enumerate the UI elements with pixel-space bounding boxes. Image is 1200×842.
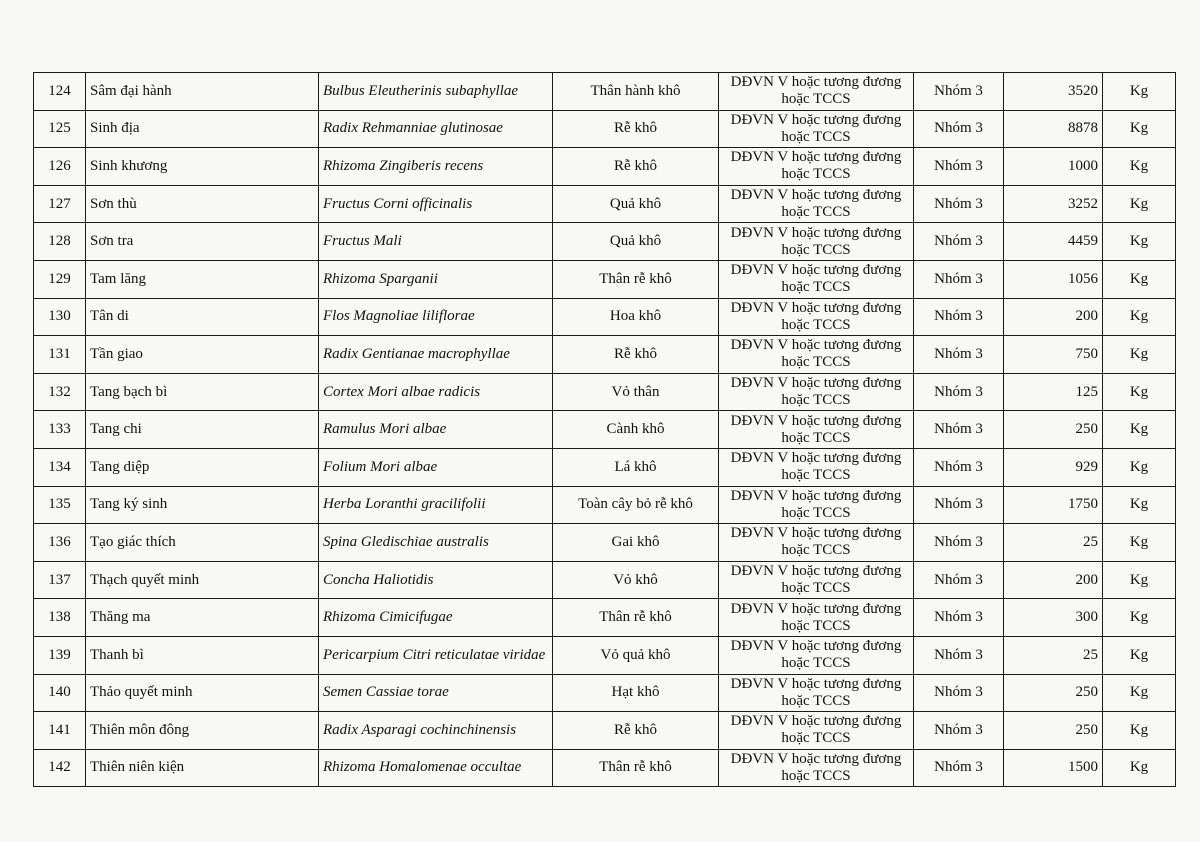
scientific-name-cell: Rhizoma Zingiberis recens bbox=[319, 148, 553, 186]
scientific-name-cell: Fructus Corni officinalis bbox=[319, 185, 553, 223]
quantity-cell: 125 bbox=[1004, 373, 1103, 411]
table-row bbox=[34, 260, 1176, 298]
quantity-cell: 250 bbox=[1004, 674, 1103, 712]
table-row bbox=[34, 636, 1176, 674]
quantity-cell: 1000 bbox=[1004, 148, 1103, 186]
vietnamese-name-cell: Sinh địa bbox=[86, 110, 319, 148]
table-row bbox=[34, 599, 1176, 637]
row-number-cell: 133 bbox=[34, 411, 86, 449]
quality-standard-cell: DĐVN V hoặc tương đương hoặc TCCS bbox=[719, 411, 914, 449]
table-row bbox=[34, 749, 1176, 787]
row-number-cell: 142 bbox=[34, 749, 86, 787]
vietnamese-name-cell: Sinh khương bbox=[86, 148, 319, 186]
part-used-cell: Rễ khô bbox=[553, 148, 719, 186]
scientific-name-cell: Concha Haliotidis bbox=[319, 561, 553, 599]
group-cell: Nhóm 3 bbox=[914, 223, 1004, 261]
group-cell: Nhóm 3 bbox=[914, 749, 1004, 787]
unit-cell: Kg bbox=[1103, 110, 1176, 148]
quantity-cell: 1750 bbox=[1004, 486, 1103, 524]
table-row bbox=[34, 373, 1176, 411]
quality-standard-cell: DĐVN V hoặc tương đương hoặc TCCS bbox=[719, 185, 914, 223]
scientific-name-cell: Flos Magnoliae liliflorae bbox=[319, 298, 553, 336]
quantity-cell: 300 bbox=[1004, 599, 1103, 637]
group-cell: Nhóm 3 bbox=[914, 73, 1004, 111]
part-used-cell: Quả khô bbox=[553, 185, 719, 223]
scientific-name-cell: Folium Mori albae bbox=[319, 448, 553, 486]
quantity-cell: 750 bbox=[1004, 336, 1103, 374]
vietnamese-name-cell: Thăng ma bbox=[86, 599, 319, 637]
herbal-materials-table bbox=[33, 72, 1176, 787]
row-number-cell: 128 bbox=[34, 223, 86, 261]
quality-standard-cell: DĐVN V hoặc tương đương hoặc TCCS bbox=[719, 561, 914, 599]
vietnamese-name-cell: Tân di bbox=[86, 298, 319, 336]
unit-cell: Kg bbox=[1103, 448, 1176, 486]
group-cell: Nhóm 3 bbox=[914, 448, 1004, 486]
part-used-cell: Thân rễ khô bbox=[553, 599, 719, 637]
scientific-name-cell: Rhizoma Sparganii bbox=[319, 260, 553, 298]
vietnamese-name-cell: Thạch quyết minh bbox=[86, 561, 319, 599]
vietnamese-name-cell: Tang ký sinh bbox=[86, 486, 319, 524]
quality-standard-cell: DĐVN V hoặc tương đương hoặc TCCS bbox=[719, 298, 914, 336]
scientific-name-cell: Rhizoma Homalomenae occultae bbox=[319, 749, 553, 787]
quantity-cell: 3520 bbox=[1004, 73, 1103, 111]
row-number-cell: 132 bbox=[34, 373, 86, 411]
vietnamese-name-cell: Thiên niên kiện bbox=[86, 749, 319, 787]
scientific-name-cell: Radix Gentianae macrophyllae bbox=[319, 336, 553, 374]
row-number-cell: 130 bbox=[34, 298, 86, 336]
row-number-cell: 140 bbox=[34, 674, 86, 712]
unit-cell: Kg bbox=[1103, 223, 1176, 261]
part-used-cell: Rễ khô bbox=[553, 712, 719, 750]
unit-cell: Kg bbox=[1103, 486, 1176, 524]
quality-standard-cell: DĐVN V hoặc tương đương hoặc TCCS bbox=[719, 636, 914, 674]
part-used-cell: Hoa khô bbox=[553, 298, 719, 336]
unit-cell: Kg bbox=[1103, 260, 1176, 298]
quantity-cell: 250 bbox=[1004, 411, 1103, 449]
quality-standard-cell: DĐVN V hoặc tương đương hoặc TCCS bbox=[719, 260, 914, 298]
quantity-cell: 1056 bbox=[1004, 260, 1103, 298]
row-number-cell: 126 bbox=[34, 148, 86, 186]
part-used-cell: Vỏ khô bbox=[553, 561, 719, 599]
row-number-cell: 138 bbox=[34, 599, 86, 637]
table-row bbox=[34, 336, 1176, 374]
row-number-cell: 129 bbox=[34, 260, 86, 298]
unit-cell: Kg bbox=[1103, 599, 1176, 637]
vietnamese-name-cell: Tang bạch bì bbox=[86, 373, 319, 411]
part-used-cell: Thân rễ khô bbox=[553, 260, 719, 298]
unit-cell: Kg bbox=[1103, 674, 1176, 712]
vietnamese-name-cell: Tần giao bbox=[86, 336, 319, 374]
quality-standard-cell: DĐVN V hoặc tương đương hoặc TCCS bbox=[719, 712, 914, 750]
part-used-cell: Thân hành khô bbox=[553, 73, 719, 111]
row-number-cell: 134 bbox=[34, 448, 86, 486]
vietnamese-name-cell: Thiên môn đông bbox=[86, 712, 319, 750]
unit-cell: Kg bbox=[1103, 148, 1176, 186]
scientific-name-cell: Herba Loranthi gracilifolii bbox=[319, 486, 553, 524]
row-number-cell: 131 bbox=[34, 336, 86, 374]
scientific-name-cell: Fructus Mali bbox=[319, 223, 553, 261]
row-number-cell: 141 bbox=[34, 712, 86, 750]
unit-cell: Kg bbox=[1103, 749, 1176, 787]
quantity-cell: 200 bbox=[1004, 561, 1103, 599]
vietnamese-name-cell: Sâm đại hành bbox=[86, 73, 319, 111]
unit-cell: Kg bbox=[1103, 185, 1176, 223]
vietnamese-name-cell: Thanh bì bbox=[86, 636, 319, 674]
part-used-cell: Toàn cây bỏ rễ khô bbox=[553, 486, 719, 524]
quantity-cell: 25 bbox=[1004, 636, 1103, 674]
row-number-cell: 124 bbox=[34, 73, 86, 111]
quality-standard-cell: DĐVN V hoặc tương đương hoặc TCCS bbox=[719, 524, 914, 562]
quality-standard-cell: DĐVN V hoặc tương đương hoặc TCCS bbox=[719, 223, 914, 261]
group-cell: Nhóm 3 bbox=[914, 148, 1004, 186]
group-cell: Nhóm 3 bbox=[914, 373, 1004, 411]
scientific-name-cell: Cortex Mori albae radicis bbox=[319, 373, 553, 411]
unit-cell: Kg bbox=[1103, 298, 1176, 336]
table-row bbox=[34, 148, 1176, 186]
group-cell: Nhóm 3 bbox=[914, 674, 1004, 712]
table-row bbox=[34, 561, 1176, 599]
table-row bbox=[34, 674, 1176, 712]
scientific-name-cell: Bulbus Eleutherinis subaphyllae bbox=[319, 73, 553, 111]
group-cell: Nhóm 3 bbox=[914, 636, 1004, 674]
part-used-cell: Thân rễ khô bbox=[553, 749, 719, 787]
group-cell: Nhóm 3 bbox=[914, 486, 1004, 524]
unit-cell: Kg bbox=[1103, 73, 1176, 111]
table-row bbox=[34, 486, 1176, 524]
table-row bbox=[34, 73, 1176, 111]
unit-cell: Kg bbox=[1103, 524, 1176, 562]
unit-cell: Kg bbox=[1103, 336, 1176, 374]
group-cell: Nhóm 3 bbox=[914, 110, 1004, 148]
scientific-name-cell: Radix Rehmanniae glutinosae bbox=[319, 110, 553, 148]
table-row bbox=[34, 223, 1176, 261]
row-number-cell: 136 bbox=[34, 524, 86, 562]
group-cell: Nhóm 3 bbox=[914, 599, 1004, 637]
quantity-cell: 929 bbox=[1004, 448, 1103, 486]
row-number-cell: 135 bbox=[34, 486, 86, 524]
vietnamese-name-cell: Tang chi bbox=[86, 411, 319, 449]
quality-standard-cell: DĐVN V hoặc tương đương hoặc TCCS bbox=[719, 599, 914, 637]
unit-cell: Kg bbox=[1103, 712, 1176, 750]
part-used-cell: Hạt khô bbox=[553, 674, 719, 712]
group-cell: Nhóm 3 bbox=[914, 524, 1004, 562]
group-cell: Nhóm 3 bbox=[914, 260, 1004, 298]
quality-standard-cell: DĐVN V hoặc tương đương hoặc TCCS bbox=[719, 73, 914, 111]
table-row bbox=[34, 185, 1176, 223]
vietnamese-name-cell: Tạo giác thích bbox=[86, 524, 319, 562]
scientific-name-cell: Semen Cassiae torae bbox=[319, 674, 553, 712]
table-row bbox=[34, 110, 1176, 148]
vietnamese-name-cell: Tang diệp bbox=[86, 448, 319, 486]
quality-standard-cell: DĐVN V hoặc tương đương hoặc TCCS bbox=[719, 373, 914, 411]
scientific-name-cell: Rhizoma Cimicifugae bbox=[319, 599, 553, 637]
vietnamese-name-cell: Thảo quyết minh bbox=[86, 674, 319, 712]
part-used-cell: Rễ khô bbox=[553, 336, 719, 374]
scientific-name-cell: Radix Asparagi cochinchinensis bbox=[319, 712, 553, 750]
part-used-cell: Quả khô bbox=[553, 223, 719, 261]
table-body bbox=[34, 73, 1176, 787]
quality-standard-cell: DĐVN V hoặc tương đương hoặc TCCS bbox=[719, 448, 914, 486]
quantity-cell: 4459 bbox=[1004, 223, 1103, 261]
quality-standard-cell: DĐVN V hoặc tương đương hoặc TCCS bbox=[719, 110, 914, 148]
vietnamese-name-cell: Sơn thù bbox=[86, 185, 319, 223]
quantity-cell: 3252 bbox=[1004, 185, 1103, 223]
group-cell: Nhóm 3 bbox=[914, 185, 1004, 223]
quantity-cell: 200 bbox=[1004, 298, 1103, 336]
group-cell: Nhóm 3 bbox=[914, 561, 1004, 599]
part-used-cell: Vỏ thân bbox=[553, 373, 719, 411]
vietnamese-name-cell: Tam lăng bbox=[86, 260, 319, 298]
quality-standard-cell: DĐVN V hoặc tương đương hoặc TCCS bbox=[719, 336, 914, 374]
unit-cell: Kg bbox=[1103, 373, 1176, 411]
part-used-cell: Vỏ quả khô bbox=[553, 636, 719, 674]
quality-standard-cell: DĐVN V hoặc tương đương hoặc TCCS bbox=[719, 674, 914, 712]
unit-cell: Kg bbox=[1103, 636, 1176, 674]
table-row bbox=[34, 524, 1176, 562]
scientific-name-cell: Ramulus Mori albae bbox=[319, 411, 553, 449]
scientific-name-cell: Pericarpium Citri reticulatae viridae bbox=[319, 636, 553, 674]
part-used-cell: Gai khô bbox=[553, 524, 719, 562]
table-row bbox=[34, 298, 1176, 336]
table-row bbox=[34, 411, 1176, 449]
unit-cell: Kg bbox=[1103, 561, 1176, 599]
quantity-cell: 1500 bbox=[1004, 749, 1103, 787]
quality-standard-cell: DĐVN V hoặc tương đương hoặc TCCS bbox=[719, 749, 914, 787]
quantity-cell: 250 bbox=[1004, 712, 1103, 750]
group-cell: Nhóm 3 bbox=[914, 298, 1004, 336]
table-row bbox=[34, 448, 1176, 486]
part-used-cell: Cành khô bbox=[553, 411, 719, 449]
row-number-cell: 137 bbox=[34, 561, 86, 599]
part-used-cell: Lá khô bbox=[553, 448, 719, 486]
group-cell: Nhóm 3 bbox=[914, 411, 1004, 449]
quality-standard-cell: DĐVN V hoặc tương đương hoặc TCCS bbox=[719, 486, 914, 524]
unit-cell: Kg bbox=[1103, 411, 1176, 449]
row-number-cell: 127 bbox=[34, 185, 86, 223]
vietnamese-name-cell: Sơn tra bbox=[86, 223, 319, 261]
row-number-cell: 139 bbox=[34, 636, 86, 674]
quality-standard-cell: DĐVN V hoặc tương đương hoặc TCCS bbox=[719, 148, 914, 186]
scientific-name-cell: Spina Gledischiae australis bbox=[319, 524, 553, 562]
quantity-cell: 8878 bbox=[1004, 110, 1103, 148]
group-cell: Nhóm 3 bbox=[914, 712, 1004, 750]
quantity-cell: 25 bbox=[1004, 524, 1103, 562]
group-cell: Nhóm 3 bbox=[914, 336, 1004, 374]
part-used-cell: Rễ khô bbox=[553, 110, 719, 148]
table-row bbox=[34, 712, 1176, 750]
row-number-cell: 125 bbox=[34, 110, 86, 148]
